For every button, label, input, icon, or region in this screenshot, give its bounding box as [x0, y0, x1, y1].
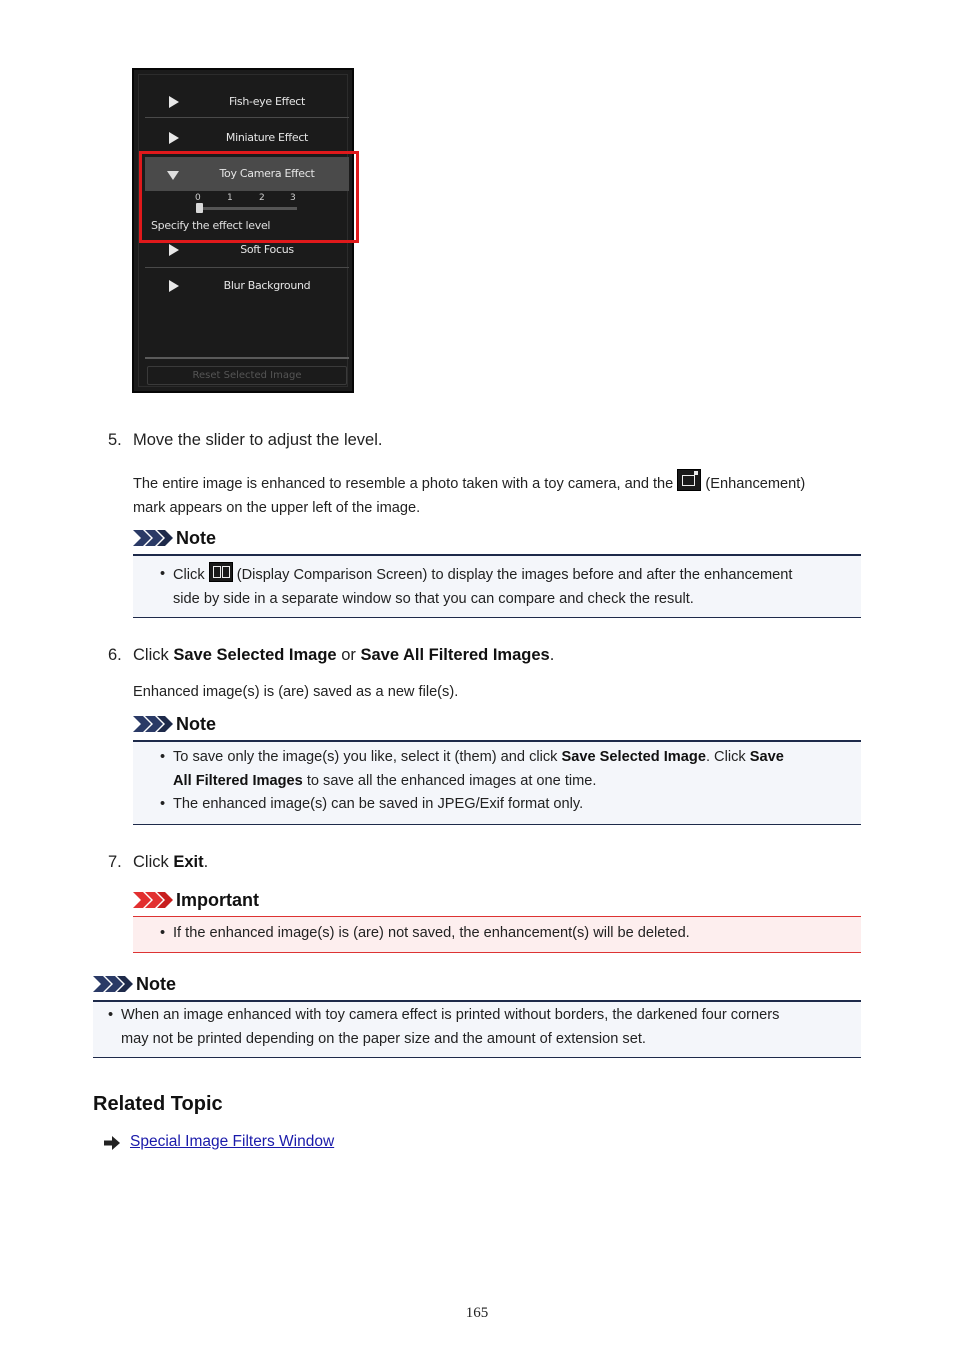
note-item: [160, 562, 853, 611]
note-title: Note: [176, 714, 216, 734]
panel-inner: [138, 74, 348, 387]
text: . Click: [705, 749, 746, 765]
save-selected-image-label: Save Selected Image: [173, 646, 337, 664]
text: may not be printed depending on the paper size and the amount of extension set.: [121, 1031, 646, 1047]
step-text: [133, 646, 554, 665]
step-number: 6.: [108, 646, 122, 664]
note-chevron-icon: [133, 530, 177, 546]
text: The entire image is enhanced to resemble a photo taken with a toy camera, and the: [133, 476, 674, 492]
step-5: [108, 431, 868, 450]
bullet: •: [160, 749, 166, 765]
tick-label: 3: [290, 193, 296, 203]
text: (Enhancement): [705, 476, 806, 492]
effect-blur-background[interactable]: [145, 269, 349, 303]
text: All Filtered Images: [173, 773, 303, 789]
important-item: [160, 921, 853, 945]
exit-label: Exit: [173, 853, 204, 871]
step-5-description: [133, 469, 863, 520]
text: Click: [173, 567, 205, 583]
divider: [145, 117, 349, 118]
text: When an image enhanced with toy camera effect is printed without borders, the darkened four corners: [121, 1007, 780, 1023]
important-chevron-icon: [133, 892, 177, 908]
step-text: Move the slider to adjust the level.: [133, 431, 383, 449]
arrow-right-icon: [104, 1136, 120, 1150]
bullet: •: [160, 566, 166, 582]
effect-label: Soft Focus: [240, 243, 294, 256]
play-triangle-icon: [169, 96, 179, 108]
step-number: 7.: [108, 853, 122, 871]
divider: [145, 357, 349, 359]
effect-label: Toy Camera Effect: [219, 167, 315, 180]
play-triangle-icon: [169, 244, 179, 256]
enhancement-mark-icon: [677, 469, 701, 491]
step-number: 5.: [108, 431, 122, 449]
step-7: [108, 853, 868, 872]
text: side by side in a separate window so that you can compare and check the result.: [173, 591, 694, 607]
text: To save only the image(s) you like, select it (them) and click: [173, 749, 558, 765]
step-6: [108, 646, 868, 665]
important-title: Important: [176, 890, 259, 910]
bullet: •: [160, 796, 166, 812]
step-6-description: Enhanced image(s) is (are) saved as a new file(s).: [133, 684, 459, 700]
effect-soft-focus[interactable]: [145, 233, 349, 267]
note-chevron-icon: [93, 976, 137, 992]
page-number: 165: [465, 1305, 489, 1321]
step-text: [133, 853, 208, 872]
reset-selected-image-button[interactable]: Reset Selected Image: [147, 366, 347, 385]
bullet: •: [160, 925, 166, 941]
display-comparison-screen-icon: [209, 562, 233, 582]
text: Click: [133, 646, 169, 664]
red-highlight-frame: [139, 151, 359, 243]
text: .: [203, 853, 209, 871]
text: If the enhanced image(s) is (are) not saved, the enhancement(s) will be deleted.: [173, 925, 690, 941]
related-topic-heading: Related Topic: [93, 1093, 223, 1115]
play-triangle-icon: [169, 132, 179, 144]
text: The enhanced image(s) can be saved in JPEG/Exif format only.: [173, 796, 584, 812]
tick-label: 2: [259, 193, 265, 203]
effect-miniature[interactable]: [145, 121, 349, 155]
note-item: [160, 792, 853, 816]
tick-label: 0: [195, 193, 201, 203]
save-all-filtered-images-label: Save All Filtered Images: [360, 646, 550, 664]
tick-label: 1: [227, 193, 233, 203]
text: Click: [133, 853, 169, 871]
note-item: [160, 745, 853, 793]
note-item: [108, 1003, 856, 1051]
note-title: Note: [176, 528, 216, 548]
special-filters-panel: [132, 68, 354, 393]
effect-label: Blur Background: [223, 279, 311, 292]
effect-label: Miniature Effect: [225, 131, 309, 144]
text: Save: [749, 749, 784, 765]
play-triangle-icon: [169, 280, 179, 292]
effect-label: Fish-eye Effect: [228, 95, 306, 108]
slider-label: Specify the effect level: [151, 219, 271, 232]
note-title: Note: [136, 974, 176, 994]
special-image-filters-window-link[interactable]: Special Image Filters Window: [130, 1133, 335, 1150]
bullet: •: [108, 1007, 114, 1023]
text: Save Selected Image: [561, 749, 706, 765]
text: mark appears on the upper left of the image.: [133, 500, 421, 516]
text: to save all the enhanced images at one time.: [306, 773, 597, 789]
text: (Display Comparison Screen) to display the images before and after the enhancement: [236, 567, 793, 583]
text: or: [341, 646, 356, 664]
effect-fish-eye[interactable]: [145, 85, 349, 119]
note-chevron-icon: [133, 716, 177, 732]
text: .: [549, 646, 555, 664]
divider: [145, 267, 349, 268]
